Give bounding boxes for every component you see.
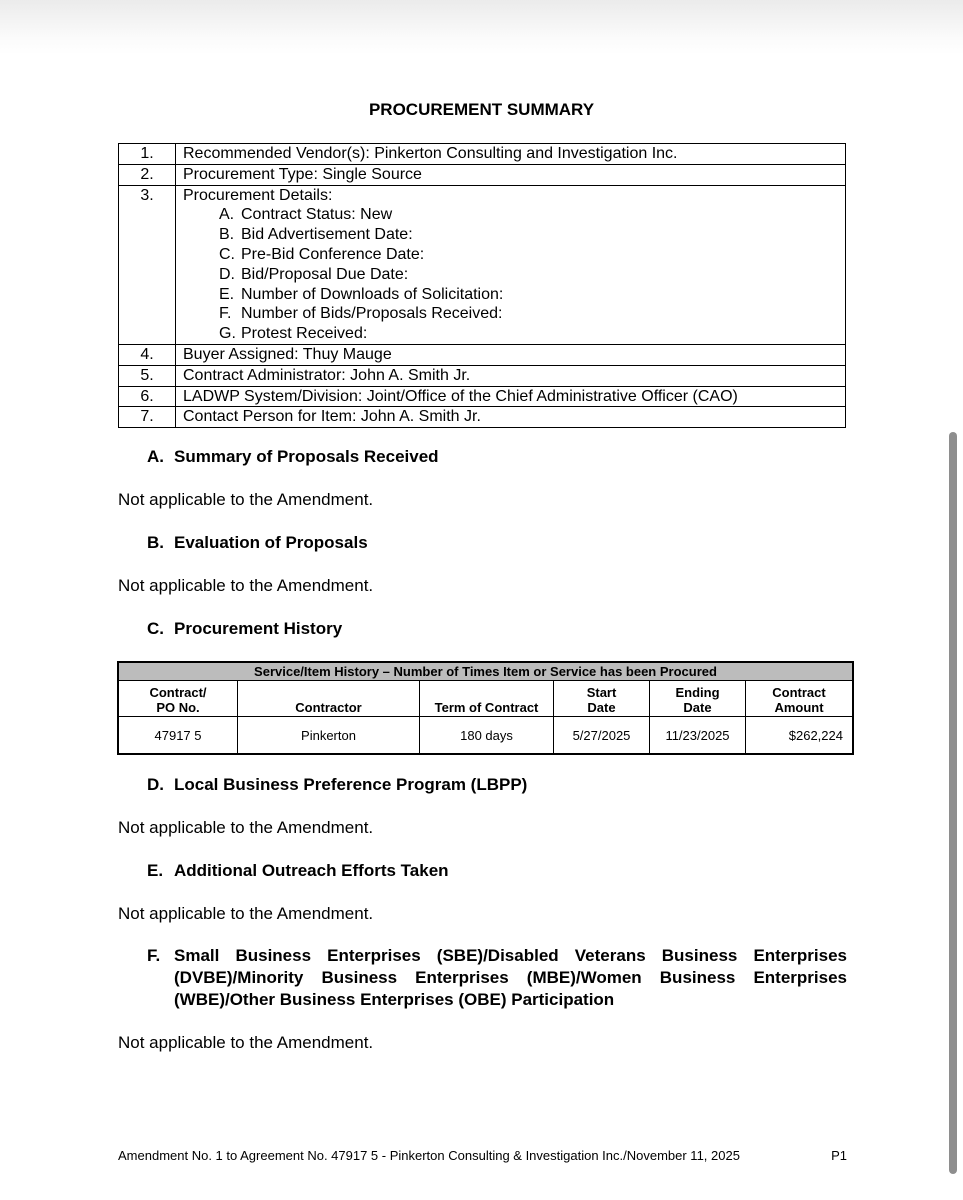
col-header-end-line2: Date [683, 700, 712, 715]
detail-text: Pre-Bid Conference Date: [241, 245, 425, 263]
col-header-po-line2: PO No. [156, 700, 200, 715]
section-f-heading [147, 945, 847, 1011]
page-number: P1 [831, 1148, 847, 1163]
detail-letter: C. [219, 245, 235, 263]
cell-contractor: Pinkerton [238, 717, 420, 755]
summary-row-number: 2. [119, 164, 176, 185]
summary-row-text: Contract Administrator: John A. Smith Jr. [176, 365, 846, 386]
section-b-body: Not applicable to the Amendment. [118, 576, 374, 595]
detail-item [183, 285, 845, 305]
detail-text: Contract Status: New [241, 206, 393, 224]
detail-letter: D. [219, 265, 235, 283]
summary-row-number: 7. [119, 407, 176, 428]
section-letter: C. [147, 619, 164, 638]
summary-row-number: 6. [119, 386, 176, 407]
section-letter: D. [147, 775, 164, 794]
detail-text: Bid/Proposal Due Date: [241, 265, 409, 283]
detail-item [183, 205, 845, 225]
section-title: Additional Outreach Efforts Taken [174, 861, 449, 880]
scrollbar-thumb[interactable] [949, 432, 957, 1174]
procurement-history-table [117, 661, 854, 755]
section-letter: B. [147, 533, 164, 552]
section-a-body: Not applicable to the Amendment. [118, 490, 374, 509]
section-title: Local Business Preference Program (LBPP) [174, 775, 528, 794]
summary-row [119, 164, 846, 185]
col-header-amount-line2: Amount [774, 700, 824, 715]
col-header-start-line1: Start [586, 685, 617, 700]
summary-row-text: Procurement Details: [183, 186, 333, 204]
detail-item [183, 324, 845, 344]
section-title: Evaluation of Proposals [174, 533, 368, 552]
summary-row-number: 1. [119, 144, 176, 165]
section-title: Small Business Enterprises (SBE)/Disabled Veterans Business Enterprises (DVBE)/Minority Business Enterprises (MBE)/Women Business Enterprises (WBE)/Other Business Enterprises (OBE) Participation [174, 946, 847, 1009]
col-header-po-line1: Contract/ [149, 685, 207, 700]
detail-text: Protest Received: [241, 325, 368, 343]
detail-letter: F. [219, 305, 232, 323]
history-caption: Service/Item History – Number of Times Item or Service has been Procured [118, 662, 853, 681]
col-header-po [118, 681, 238, 717]
summary-row-number: 3. [119, 185, 176, 344]
col-header-end [650, 681, 746, 717]
page-footer [118, 1148, 847, 1163]
summary-row [119, 365, 846, 386]
section-title: Summary of Proposals Received [174, 447, 439, 466]
summary-row-text: Buyer Assigned: Thuy Mauge [176, 344, 846, 365]
detail-letter: G. [219, 325, 236, 343]
col-header-amount-line1: Contract [772, 685, 826, 700]
cell-term: 180 days [420, 717, 554, 755]
section-letter: A. [147, 447, 164, 466]
detail-letter: A. [219, 206, 235, 224]
col-header-term: Term of Contract [420, 681, 554, 717]
summary-row [119, 386, 846, 407]
summary-row-text: Recommended Vendor(s): Pinkerton Consulting and Investigation Inc. [176, 144, 846, 165]
section-letter: F. [147, 946, 161, 965]
section-e-body: Not applicable to the Amendment. [118, 904, 374, 923]
detail-item [183, 304, 845, 324]
summary-row [119, 185, 846, 344]
procurement-details-cell [176, 185, 846, 344]
detail-item [183, 245, 845, 265]
section-title: Procurement History [174, 619, 343, 638]
section-f-body: Not applicable to the Amendment. [118, 1033, 374, 1052]
detail-text: Number of Downloads of Solicitation: [241, 285, 504, 303]
summary-row-number: 4. [119, 344, 176, 365]
col-header-start-line2: Date [587, 700, 616, 715]
detail-item [183, 225, 845, 245]
cell-amount: $262,224 [746, 717, 854, 755]
section-letter: E. [147, 861, 164, 880]
summary-row-number: 5. [119, 365, 176, 386]
history-header-row [118, 681, 853, 717]
procurement-summary-table [118, 143, 846, 428]
cell-po: 47917 5 [118, 717, 238, 755]
footer-text: Amendment No. 1 to Agreement No. 47917 5 - Pinkerton Consulting & Investigation Inc./November 11, 2025 [118, 1148, 740, 1163]
col-header-amount [746, 681, 854, 717]
viewer-top-shade [0, 0, 963, 55]
detail-item [183, 265, 845, 285]
col-header-start [554, 681, 650, 717]
summary-row-text: Procurement Type: Single Source [176, 164, 846, 185]
summary-row-text: LADWP System/Division: Joint/Office of the Chief Administrative Officer (CAO) [176, 386, 846, 407]
summary-row [119, 344, 846, 365]
detail-letter: B. [219, 226, 235, 244]
detail-letter: E. [219, 285, 235, 303]
cell-end: 11/23/2025 [650, 717, 746, 755]
page-title: PROCUREMENT SUMMARY [368, 100, 595, 119]
section-d-body: Not applicable to the Amendment. [118, 818, 374, 837]
cell-start: 5/27/2025 [554, 717, 650, 755]
summary-row [119, 407, 846, 428]
col-header-end-line1: Ending [675, 685, 720, 700]
summary-row [119, 144, 846, 165]
detail-text: Number of Bids/Proposals Received: [241, 305, 503, 323]
table-row [118, 717, 853, 755]
col-header-contractor: Contractor [238, 681, 420, 717]
summary-row-text: Contact Person for Item: John A. Smith Jr. [176, 407, 846, 428]
detail-text: Bid Advertisement Date: [241, 226, 413, 244]
